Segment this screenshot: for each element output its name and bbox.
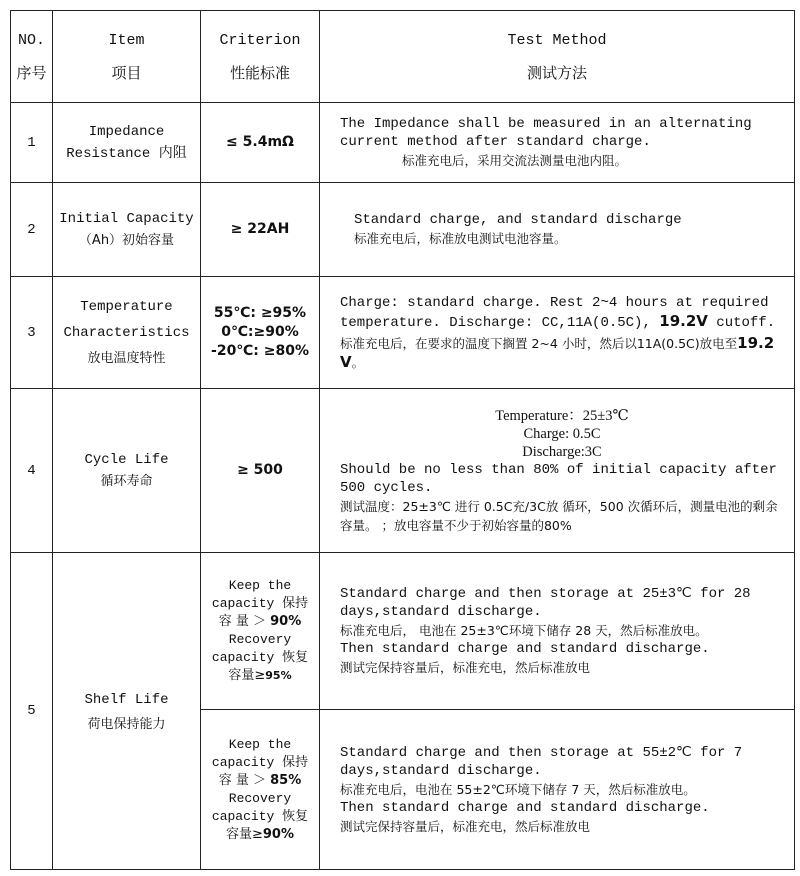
recovery-label: Recovery bbox=[228, 632, 292, 647]
row-method bbox=[320, 103, 795, 183]
shelf-criterion-25c bbox=[201, 553, 320, 710]
method-discharge-rate: Discharge:3C bbox=[522, 443, 602, 460]
keep-value: 容 量 ＞ 85% bbox=[218, 772, 302, 788]
table-row bbox=[11, 183, 795, 277]
item-cn: 循环寿命 bbox=[100, 473, 153, 489]
header-method bbox=[320, 11, 795, 103]
row-method bbox=[320, 389, 795, 553]
header-item-cn: 项目 bbox=[111, 63, 142, 82]
header-item-en: Item bbox=[108, 31, 145, 49]
row-method bbox=[320, 553, 795, 710]
row-criterion: ≥ 22AH bbox=[201, 183, 320, 277]
row-no: 5 bbox=[11, 553, 53, 870]
item-cn: 放电温度特性 bbox=[87, 350, 166, 366]
item-en: Initial Capacity bbox=[59, 210, 194, 227]
method-cn-part-a: 标准充电后，在要求的温度下搁置 2~4 小时，然后以11A(0.5C)放电至 bbox=[340, 335, 738, 351]
method-cn-part-b: 。 bbox=[351, 354, 365, 370]
row-no: 2 bbox=[11, 183, 53, 277]
table-row bbox=[11, 389, 795, 553]
cutoff-voltage-en: 19.2V bbox=[659, 311, 708, 330]
keep-label: Keep the bbox=[228, 578, 292, 593]
header-no-cn: 序号 bbox=[16, 63, 47, 82]
keep-label-2: capacity 保持 bbox=[211, 754, 309, 770]
table-row bbox=[11, 277, 795, 389]
header-criterion-cn: 性能标准 bbox=[229, 63, 290, 82]
header-no-en: NO. bbox=[17, 31, 45, 49]
header-method-en: Test Method bbox=[507, 31, 607, 49]
row-method bbox=[320, 277, 795, 389]
method-cn: 标准充电后， 电池在 25±3℃环境下储存 28 天，然后标准放电。 bbox=[340, 623, 708, 638]
row-item bbox=[53, 389, 201, 553]
row-criterion: ≥ 500 bbox=[201, 389, 320, 553]
recovery-label-2: capacity 恢复 bbox=[211, 650, 309, 665]
item-en: Temperature bbox=[80, 298, 173, 315]
criterion-line-55c: 55℃: ≥95% bbox=[213, 305, 307, 321]
method-en: Standard charge and then storage at 55±2℃ for 7 days,standard discharge. bbox=[340, 744, 743, 779]
item-en: Cycle Life bbox=[84, 451, 169, 468]
criterion-line-0c: 0℃:≥90% bbox=[221, 324, 299, 340]
item-en-2: Characteristics bbox=[63, 324, 190, 341]
method-cn: 标准充电后，采用交流法测量电池内阻。 bbox=[402, 153, 628, 168]
method-cn: 测试温度：25±3℃ 进行 0.5C充/3C放 循环，500 次循环后，测量电池的剩余容量。 ；放电容量不少于初始容量的80% bbox=[340, 498, 778, 533]
recovery-value: 容量≥90% bbox=[225, 826, 295, 842]
item-en: Impedance bbox=[88, 123, 165, 140]
method-en: Standard charge, and standard discharge bbox=[354, 212, 682, 228]
keep-label-2: capacity 保持 bbox=[211, 596, 309, 611]
row-no: 3 bbox=[11, 277, 53, 389]
shelf-criterion-55c bbox=[201, 710, 320, 870]
row-item bbox=[53, 103, 201, 183]
method-cn: 标准充电后，标准放电测试电池容量。 bbox=[354, 231, 567, 246]
method-en-part-b: cutoff. bbox=[707, 314, 776, 331]
method-cn bbox=[340, 334, 784, 372]
row-method bbox=[320, 710, 795, 870]
method-en: Should be no less than 80% of initial capacity after 500 cycles. bbox=[340, 461, 777, 496]
spec-table bbox=[10, 10, 795, 870]
item-cn: （Ah）初始容量 bbox=[78, 232, 175, 248]
row-method bbox=[320, 183, 795, 277]
keep-value: 容 量 ＞ 90% bbox=[218, 614, 302, 629]
recovery-value: 容量≥95% bbox=[228, 668, 292, 683]
method-cn: 标准充电后，电池在 55±2℃环境下储存 7 天，然后标准放电。 bbox=[340, 781, 696, 797]
method-en-2: Then standard charge and standard discharge. bbox=[340, 799, 710, 816]
method-cn-2: 测试完保持容量后，标准充电，然后标准放电 bbox=[340, 660, 591, 675]
row-no: 1 bbox=[11, 103, 53, 183]
row-item bbox=[53, 183, 201, 277]
table-header-row bbox=[11, 11, 795, 103]
criterion-line-minus20c: -20℃: ≥80% bbox=[211, 343, 309, 359]
method-en bbox=[340, 294, 784, 332]
header-item bbox=[53, 11, 201, 103]
header-criterion bbox=[201, 11, 320, 103]
recovery-label-2: capacity 恢复 bbox=[211, 808, 309, 824]
row-criterion: ≤ 5.4mΩ bbox=[201, 103, 320, 183]
method-charge-rate: Charge: 0.5C bbox=[523, 425, 601, 442]
method-temperature: Temperature：25±3℃ bbox=[495, 407, 629, 424]
item-en: Shelf Life bbox=[84, 692, 169, 708]
method-en: The Impedance shall be measured in an alternating current method after standard charge. bbox=[340, 116, 752, 150]
item-cn: 荷电保持能力 bbox=[87, 717, 166, 732]
row-criterion bbox=[201, 277, 320, 389]
table-row bbox=[11, 553, 795, 710]
method-en: Standard charge and then storage at 25±3℃ for 28 days,standard discharge. bbox=[340, 586, 751, 620]
method-cn-line bbox=[340, 151, 784, 170]
keep-label: Keep the bbox=[228, 736, 292, 752]
row-no: 4 bbox=[11, 389, 53, 553]
item-en-2: Resistance 内阻 bbox=[66, 145, 187, 162]
header-method-cn: 测试方法 bbox=[526, 63, 587, 82]
method-en-2: Then standard charge and standard discharge. bbox=[340, 641, 710, 657]
row-item bbox=[53, 277, 201, 389]
method-cn-2: 测试完保持容量后，标准充电，然后标准放电 bbox=[340, 818, 591, 834]
row-item bbox=[53, 553, 201, 870]
cutoff-voltage-cn: 19.2 V bbox=[340, 333, 775, 371]
header-criterion-en: Criterion bbox=[219, 31, 301, 49]
method-en-part-a: Charge: standard charge. Rest 2~4 hours at required temperature. Discharge: CC,11A(0.5C), bbox=[340, 294, 769, 331]
header-no bbox=[11, 11, 53, 103]
table-row bbox=[11, 103, 795, 183]
recovery-label: Recovery bbox=[228, 790, 292, 806]
